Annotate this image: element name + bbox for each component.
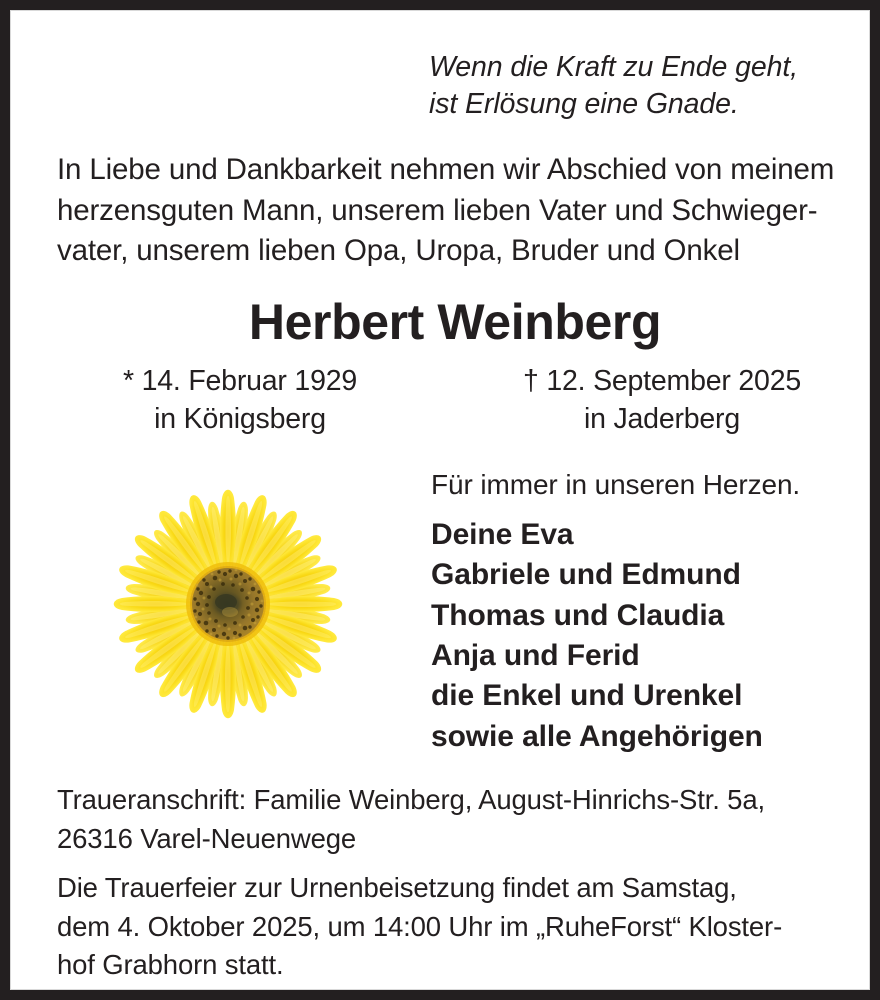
intro-line-2: herzensguten Mann, unserem lieben Vater und Schwieger- [57, 193, 818, 227]
family-name-4: Anja und Ferid [431, 639, 640, 673]
quote-line-1: Wenn die Kraft zu Ende geht, [429, 51, 798, 83]
obituary-card [10, 10, 870, 990]
family-name-5: die Enkel und Urenkel [431, 679, 743, 713]
family-name-2: Gabriele und Edmund [431, 558, 741, 592]
memorial-quote [429, 49, 849, 123]
birth-date: * 14. Februar 1929 [122, 365, 358, 397]
death-place: in Jaderberg [583, 402, 741, 435]
deceased-name: Herbert Weinberg [248, 294, 662, 350]
death-date-column [447, 363, 855, 438]
family-name-1: Deine Eva [431, 518, 574, 551]
quote-line-2: ist Erlösung eine Gnade. [429, 88, 739, 121]
address-line-2: 26316 Varel-Neuenwege [57, 822, 357, 854]
family-name-6: sowie alle Angehörigen [431, 719, 763, 753]
ceremony-line-1: Die Trauerfeier zur Urnenbeisetzung findet am Samstag, [57, 872, 737, 903]
ceremony-details [57, 869, 867, 985]
deceased-name-block [11, 294, 870, 350]
intro-line-1: In Liebe und Dankbarkeit nehmen wir Abschied von meinem [57, 153, 835, 186]
sunflower-icon [103, 479, 353, 729]
intro-paragraph [57, 150, 857, 272]
intro-line-3: vater, unserem lieben Opa, Uropa, Bruder und Onkel [57, 234, 740, 268]
address-line-1: Traueranschrift: Familie Weinberg, August-Hinrichs-Str. 5a, [57, 784, 765, 815]
birth-date-column [47, 363, 447, 438]
life-dates-row [47, 363, 855, 438]
family-names-list [431, 515, 861, 757]
ceremony-line-2: dem 4. Oktober 2025, um 14:00 Uhr im „RuheForst“ Kloster- [57, 910, 783, 942]
birth-place: in Königsberg [154, 402, 326, 435]
mourning-address [57, 781, 867, 858]
ceremony-line-3: hof Grabhorn statt. [57, 949, 284, 980]
dedication-text: Für immer in unseren Herzen. [431, 469, 801, 500]
family-name-3: Thomas und Claudia [431, 598, 725, 632]
death-date: † 12. September 2025 [522, 365, 802, 397]
